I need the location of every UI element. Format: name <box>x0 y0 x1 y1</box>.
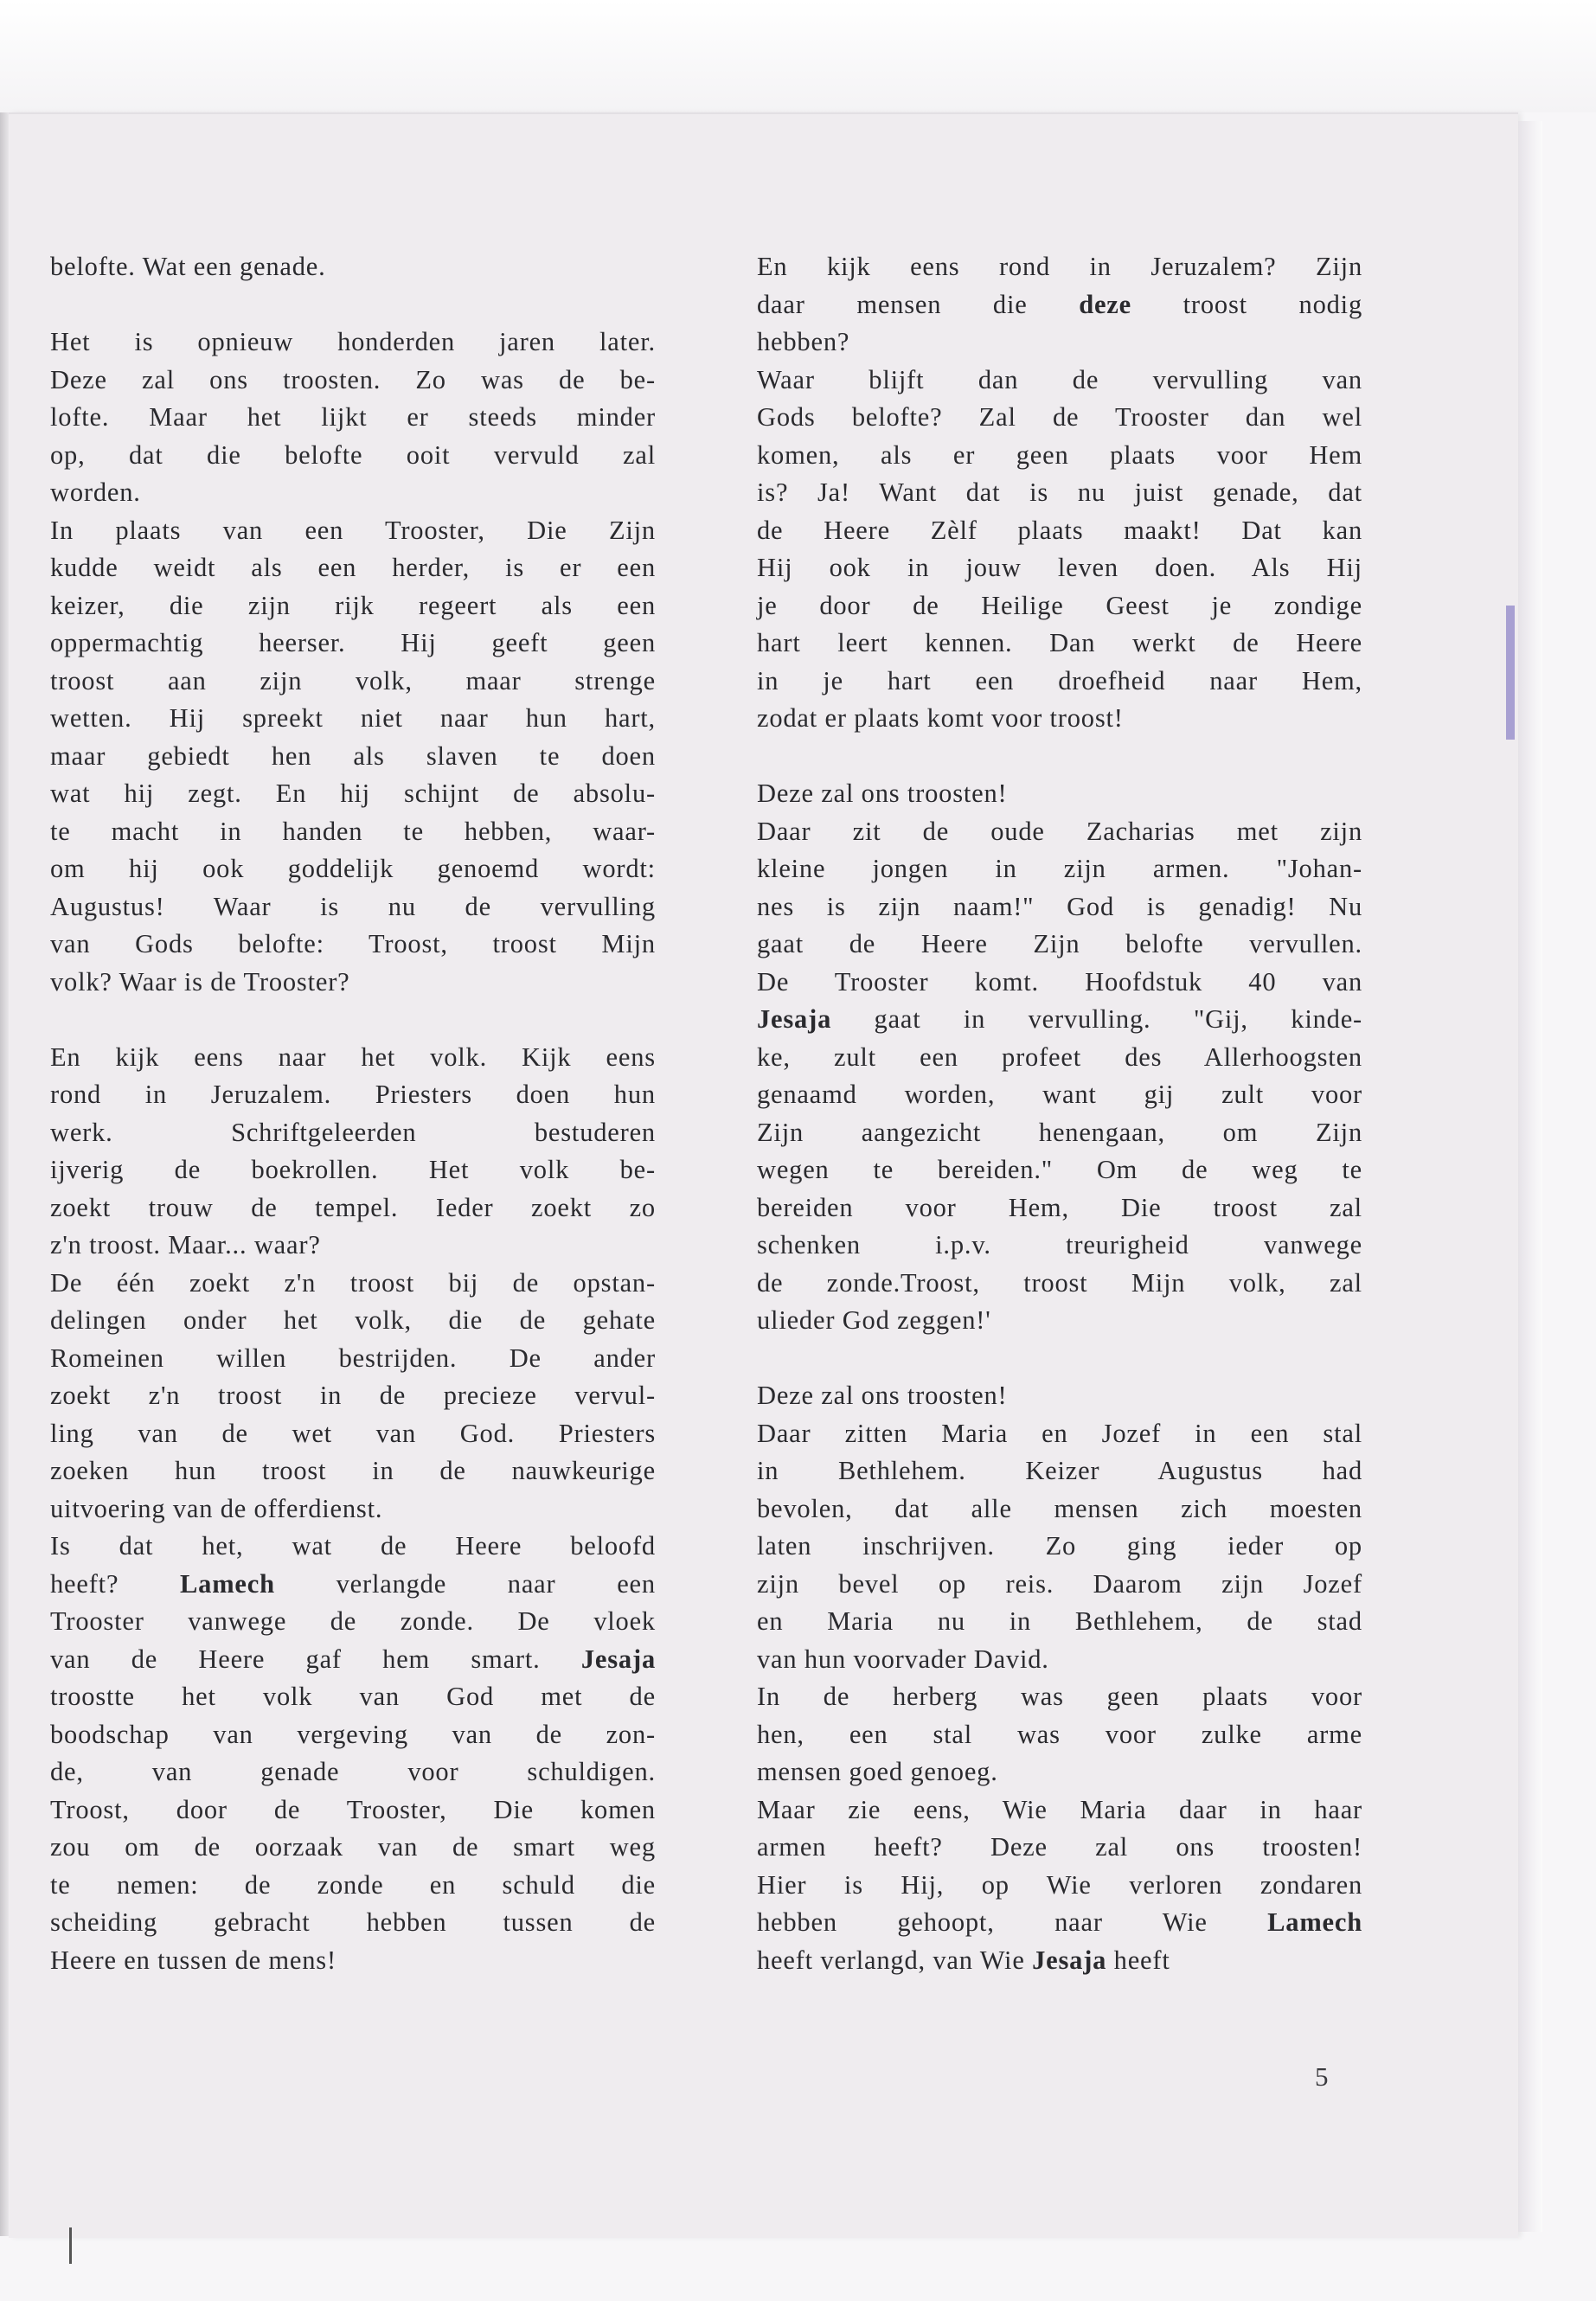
text-line: is? Ja! Want dat is nu juist genade, dat <box>757 478 1362 507</box>
text-line: ulieder God zeggen!' <box>757 1305 991 1335</box>
text-line: Hij ook in jouw leven doen. Als Hij <box>757 553 1362 582</box>
text-line: ijverig de boekrollen. Het volk be- <box>50 1155 656 1184</box>
text-line: Deze zal ons troosten. Zo was de be- <box>50 364 656 394</box>
text-line: mensen goed genoeg. <box>757 1757 998 1786</box>
text-line: Is dat het, wat de Heere beloofd <box>50 1531 656 1561</box>
text-line: te macht in handen te hebben, waar- <box>50 816 657 846</box>
text-line: laten inschrijven. Zo ging ieder op <box>757 1531 1362 1561</box>
text-line: De Trooster komt. Hoofdstuk 40 van <box>757 966 1362 997</box>
text-line: delingen onder het volk, die de gehate <box>50 1305 656 1335</box>
page-right-edge <box>1518 121 1542 2232</box>
text-line: gaat de Heere Zijn belofte vervullen. <box>757 929 1362 958</box>
paragraph <box>50 1039 656 1265</box>
text-line: Hier is Hij, op Wie verloren zondaren <box>757 1869 1362 1900</box>
text-line: lofte. Maar het lijkt er steeds minder <box>50 402 656 432</box>
text-line: armen heeft? Deze zal ons troosten! <box>757 1832 1362 1862</box>
text-line: in je hart een droefheid naar Hem, <box>757 665 1362 695</box>
text-line: Gods belofte? Zal de Trooster dan wel <box>757 402 1362 432</box>
text-line: hen, een stal was voor zulke arme <box>757 1719 1362 1749</box>
text-line: De één zoekt z'n troost bij de opstan- <box>50 1267 656 1298</box>
text-line: hart leert kennen. Dan werkt de Heere <box>757 628 1363 657</box>
text-line: zoekt z'n troost in de precieze vervul- <box>50 1381 656 1410</box>
emphasis-word: Lamech <box>1267 1907 1362 1937</box>
text-line: volk? Waar is de Trooster? <box>50 966 350 997</box>
text-line: zijn bevel op reis. Daarom zijn Jozef <box>757 1568 1362 1599</box>
scan-artifact-mark <box>69 2227 72 2264</box>
text-line: Zijn aangezicht henengaan, om Zijn <box>757 1117 1362 1147</box>
right-text-column <box>757 248 1362 1979</box>
paragraph <box>50 1265 656 1529</box>
text-line: Deze zal ons troosten! <box>757 1381 1008 1410</box>
text-line: uitvoering van de offerdienst. <box>50 1493 383 1523</box>
paragraph <box>50 248 656 286</box>
text-line: schenken i.p.v. treurigheid vanwege <box>757 1230 1362 1259</box>
text-line: Maar zie eens, Wie Maria daar in haar <box>757 1794 1362 1824</box>
text-line: de, van genade voor schuldigen. <box>50 1757 656 1786</box>
text-line: troost aan zijn volk, maar strenge <box>50 665 656 695</box>
text-line: wetten. Hij spreekt niet naar hun hart, <box>50 703 656 733</box>
text-line: Daar zitten Maria en Jozef in een stal <box>757 1418 1362 1448</box>
text-line: scheiding gebracht hebben tussen de <box>50 1907 656 1937</box>
page-number: 5 <box>1315 2061 1329 2092</box>
text-line: werk. Schriftgeleerden bestuderen <box>50 1117 656 1147</box>
emphasis-word: Jesaja <box>757 1004 832 1034</box>
text-line: zoeken hun troost in de nauwkeurige <box>50 1456 656 1485</box>
text-line: heeft verlangd, van Wie Jesaja heeft <box>757 1945 1170 1975</box>
text-line: In plaats van een Trooster, Die Zijn <box>50 515 656 545</box>
text-line: Troost, door de Trooster, Die komen <box>50 1794 656 1824</box>
emphasis-word: Jesaja <box>580 1644 656 1674</box>
page-binding-edge <box>0 112 9 2236</box>
paragraph <box>757 775 1362 813</box>
text-line: heeft? Lamech verlangde naar een <box>50 1568 656 1599</box>
paragraph <box>50 324 656 512</box>
text-line: komen, als er geen plaats voor Hem <box>757 439 1363 470</box>
text-line: zou om de oorzaak van de smart weg <box>50 1832 656 1862</box>
text-line: In de herberg was geen plaats voor <box>757 1682 1362 1711</box>
text-line: ling van de wet van God. Priesters <box>50 1418 656 1448</box>
text-line: Trooster vanwege de zonde. De vloek <box>50 1606 656 1636</box>
text-line: van de Heere gaf hem smart. Jesaja <box>50 1644 656 1674</box>
text-line: Augustus! Waar is nu de vervulling <box>50 891 656 921</box>
paragraph <box>757 1415 1362 1679</box>
text-line: wegen te bereiden." Om de weg te <box>757 1155 1362 1184</box>
text-line: belofte. Wat een genade. <box>50 252 326 281</box>
text-line: troostte het volk van God met de <box>50 1682 656 1711</box>
text-line: nes is zijn naam!" God is genadig! Nu <box>757 891 1363 921</box>
text-line: En kijk eens naar het volk. Kijk eens <box>50 1042 656 1072</box>
text-line: keizer, die zijn rijk regeert als een <box>50 590 656 620</box>
paragraph <box>757 1678 1362 1791</box>
text-line: zodat er plaats komt voor troost! <box>757 703 1124 733</box>
left-text-column <box>50 248 656 2017</box>
text-line: ke, zult een profeet des Allerhoogsten <box>757 1042 1362 1072</box>
text-line: van Gods belofte: Troost, troost Mijn <box>50 929 656 958</box>
paragraph <box>757 1791 1362 1980</box>
text-line: rond in Jeruzalem. Priesters doen hun <box>50 1080 656 1109</box>
text-line: worden. <box>50 478 141 507</box>
text-line: z'n troost. Maar... waar? <box>50 1230 321 1259</box>
text-line: kudde weidt als een herder, is er een <box>50 553 656 582</box>
text-line: hebben? <box>757 327 850 356</box>
text-line: de Heere Zèlf plaats maakt! Dat kan <box>757 515 1362 545</box>
scan-background <box>0 0 1596 112</box>
paragraph <box>757 813 1362 1340</box>
text-line: de zonde.Troost, troost Mijn volk, zal <box>757 1267 1362 1298</box>
text-line: in Bethlehem. Keizer Augustus had <box>757 1456 1362 1485</box>
text-line: daar mensen die deze troost nodig <box>757 289 1362 319</box>
text-line: en Maria nu in Bethlehem, de stad <box>757 1606 1362 1636</box>
text-line: wat hij zegt. En hij schijnt de absolu- <box>50 779 656 808</box>
paragraph <box>757 1377 1362 1415</box>
text-line: Daar zit de oude Zacharias met zijn <box>757 816 1362 846</box>
text-line: te nemen: de zonde en schuld die <box>50 1869 656 1900</box>
text-line: genaamd worden, want gij zult voor <box>757 1080 1362 1109</box>
text-line: kleine jongen in zijn armen. "Johan- <box>757 854 1362 883</box>
paragraph <box>757 362 1362 738</box>
text-line: van hun voorvader David. <box>757 1644 1049 1674</box>
paragraph <box>757 248 1362 362</box>
text-line: Romeinen willen bestrijden. De ander <box>50 1343 656 1373</box>
text-line: bevolen, dat alle mensen zich moesten <box>757 1493 1362 1523</box>
text-line: Heere en tussen de mens! <box>50 1945 337 1975</box>
paragraph <box>50 1528 656 1979</box>
text-line: bereiden voor Hem, Die troost zal <box>757 1192 1362 1222</box>
text-line: je door de Heilige Geest je zondige <box>757 590 1362 620</box>
page-edge-marker <box>1506 606 1515 740</box>
text-line: Jesaja gaat in vervulling. "Gij, kinde- <box>757 1004 1362 1034</box>
text-line: En kijk eens rond in Jeruzalem? Zijn <box>757 252 1362 281</box>
emphasis-word: deze <box>1079 289 1131 319</box>
text-line: om hij ook goddelijk genoemd wordt: <box>50 854 656 883</box>
text-line: zoekt trouw de tempel. Ieder zoekt zo <box>50 1192 656 1222</box>
text-line: oppermachtig heerser. Hij geeft geen <box>50 628 656 657</box>
text-line: hebben gehoopt, naar Wie Lamech <box>757 1907 1362 1937</box>
text-line: op, dat die belofte ooit vervuld zal <box>50 439 656 470</box>
emphasis-word: Lamech <box>180 1568 275 1599</box>
text-line: Het is opnieuw honderden jaren later. <box>50 327 656 356</box>
text-line: boodschap van vergeving van de zon- <box>50 1719 656 1749</box>
paragraph <box>50 512 656 1002</box>
text-line: maar gebiedt hen als slaven te doen <box>50 740 656 771</box>
text-line: Deze zal ons troosten! <box>757 779 1008 808</box>
emphasis-word: Jesaja <box>1032 1945 1107 1975</box>
text-line: Waar blijft dan de vervulling van <box>757 364 1362 394</box>
